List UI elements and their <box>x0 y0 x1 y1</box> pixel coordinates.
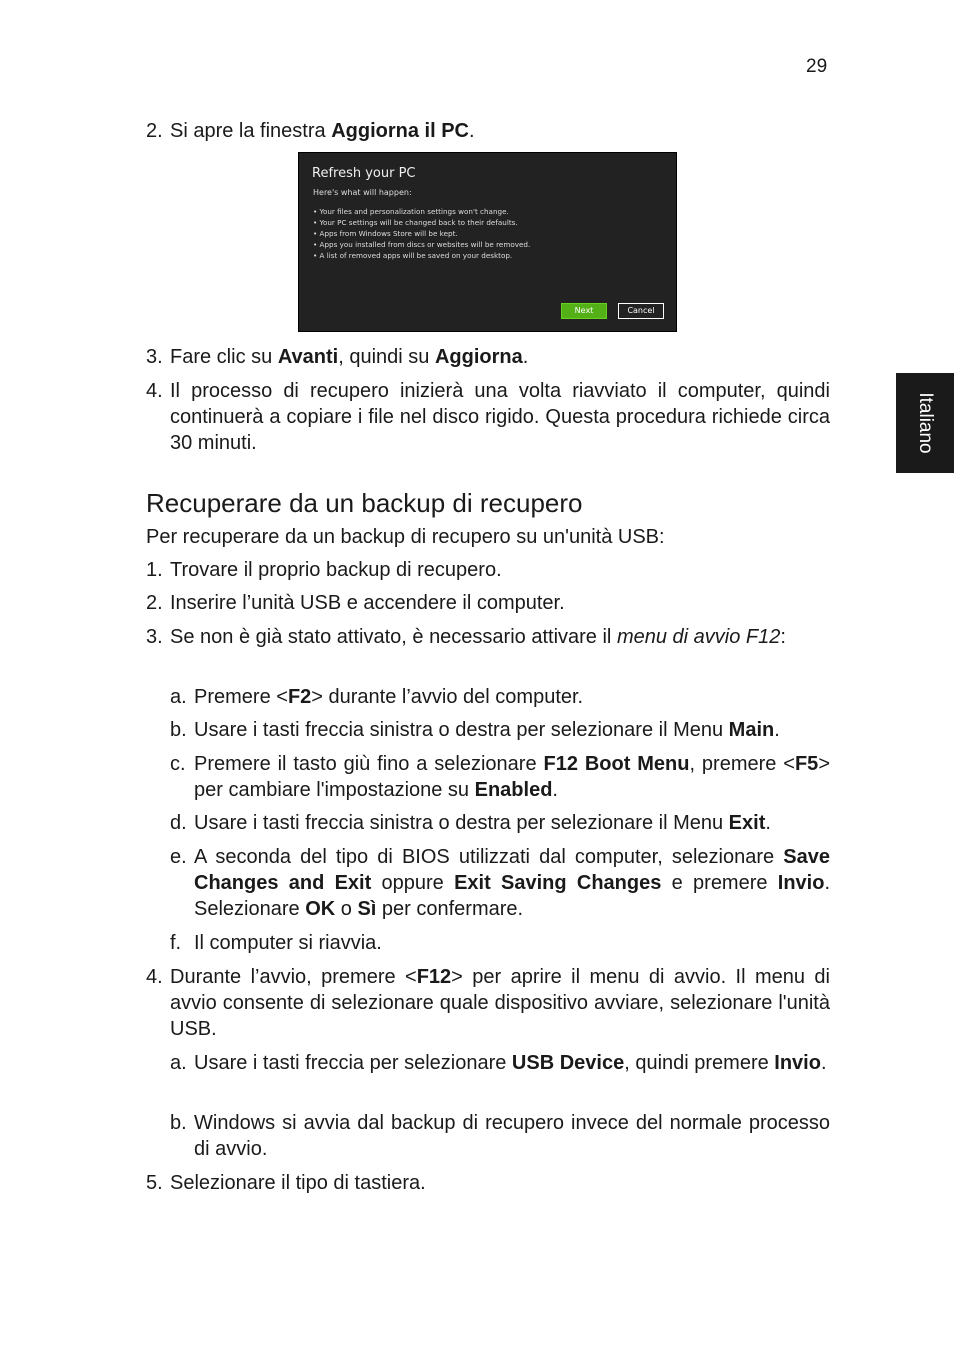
refresh-pc-dialog-screenshot <box>298 152 677 332</box>
dialog-item: • Apps you installed from discs or websites will be removed. <box>313 240 531 249</box>
dialog-subtitle: Here's what will happen: <box>313 188 412 197</box>
dialog-item: • Apps from Windows Store will be kept. <box>313 229 458 238</box>
cancel-button[interactable]: Cancel <box>618 303 664 319</box>
language-tab <box>896 373 954 473</box>
dialog-item: • Your files and personalization settings won't change. <box>313 207 509 216</box>
section-intro: Per recuperare da un backup di recupero su un'unità USB: <box>146 526 665 548</box>
dialog-title: Refresh your PC <box>312 166 416 181</box>
next-button[interactable]: Next <box>561 303 607 319</box>
dialog-item: • Your PC settings will be changed back to their defaults. <box>313 218 518 227</box>
dialog-item-list <box>313 206 530 261</box>
dialog-item: • A list of removed apps will be saved on your desktop. <box>313 251 513 260</box>
section-heading: Recuperare da un backup di recupero <box>146 488 583 518</box>
language-tab-label: Italiano <box>915 392 936 454</box>
page-number: 29 <box>806 56 828 77</box>
